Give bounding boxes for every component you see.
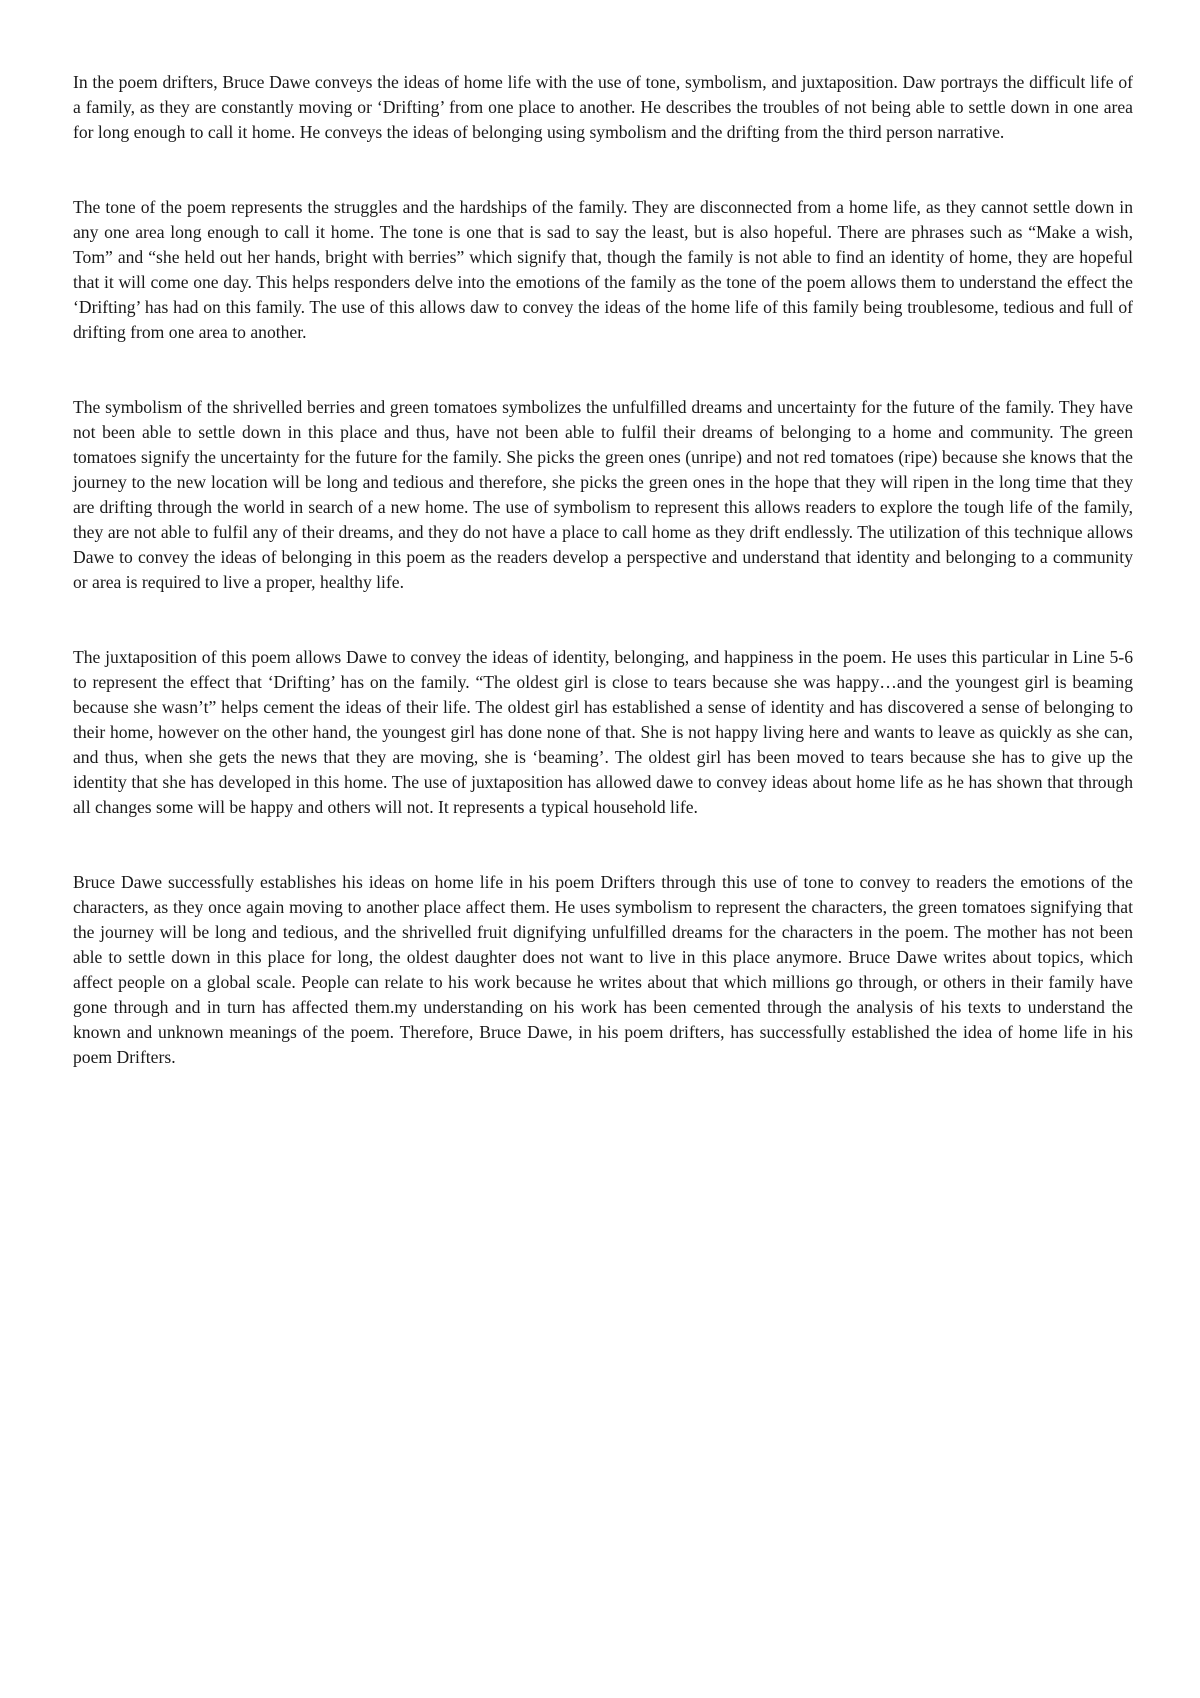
paragraph-conclusion: Bruce Dawe successfully establishes his ideas on home life in his poem Drifters through this use of tone to convey to readers the emotions of the characters, as they once again moving to another place affect them. He uses symbolism to represent the characters, the green tomatoes signifying that the journey will be long and tedious, and the shrivelled fruit dignifying unfulfilled dreams for the characters in the poem. The mother has not been able to settle down in this place for long, the oldest daughter does not want to live in this place anymore. Bruce Dawe writes about topics, which affect people on a global scale. People can relate to his work because he writes about that which millions go through, or others in their family have gone through and in turn has affected them.my understanding on his work has been cemented through the analysis of his texts to understand the known and unknown meanings of the poem. Therefore, Bruce Dawe, in his poem drifters, has successfully established the idea of home life in his poem Drifters. (73, 872, 1133, 1067)
paragraph-symbolism: The symbolism of the shrivelled berries and green tomatoes symbolizes the unfulfilled dreams and uncertainty for the future of the family. They have not been able to settle down in this place and thus, have not been able to fulfil their dreams of belonging to a home and community. The green tomatoes signify the uncertainty for the future for the family. She picks the green ones (unripe) and not red tomatoes (ripe) because she knows that the journey to the new location will be long and tedious and therefore, she picks the green ones in the hope that they will ripen in the long time that they are drifting through the world in search of a new home. The use of symbolism to represent this allows readers to explore the tough life of the family, they are not able to fulfil any of their dreams, and they do not have a place to call home as they drift endlessly. The utilization of this technique allows Dawe to convey the ideas of belonging in this poem as the readers develop a perspective and understand that identity and belonging to a community or area is required to live a proper, healthy life. (73, 397, 1133, 592)
paragraph-introduction: In the poem drifters, Bruce Dawe conveys the ideas of home life with the use of tone, symbolism, and juxtaposition. Daw portrays the difficult life of a family, as they are constantly moving or ‘Drifting’ from one place to another. He describes the troubles of not being able to settle down in one area for long enough to call it home. He conveys the ideas of belonging using symbolism and the drifting from the third person narrative. (73, 72, 1133, 142)
paragraph-juxtaposition: The juxtaposition of this poem allows Dawe to convey the ideas of identity, belonging, and happiness in the poem. He uses this particular in Line 5-6 to represent the effect that ‘Drifting’ has on the family. “The oldest girl is close to tears because she was happy…and the youngest girl is beaming because she wasn’t” helps cement the ideas of their life. The oldest girl has established a sense of identity and has discovered a sense of belonging to their home, however on the other hand, the youngest girl has done none of that. She is not happy living here and wants to leave as quickly as she can, and thus, when she gets the news that they are moving, she is ‘beaming’. The oldest girl has been moved to tears because she has to give up the identity that she has developed in this home. The use of juxtaposition has allowed dawe to convey ideas about home life as he has shown that through all changes some will be happy and others will not. It represents a typical household life. (73, 647, 1133, 817)
document-body (73, 70, 1133, 1120)
paragraph-tone: The tone of the poem represents the struggles and the hardships of the family. They are disconnected from a home life, as they cannot settle down in any one area long enough to call it home. The tone is one that is sad to say the least, but is also hopeful. There are phrases such as “Make a wish, Tom” and “she held out her hands, bright with berries” which signify that, though the family is not able to find an identity of home, they are hopeful that it will come one day. This helps responders delve into the emotions of the family as the tone of the poem allows them to understand the effect the ‘Drifting’ has had on this family. The use of this allows daw to convey the ideas of the home life of this family being troublesome, tedious and full of drifting from one area to another. (73, 197, 1133, 342)
